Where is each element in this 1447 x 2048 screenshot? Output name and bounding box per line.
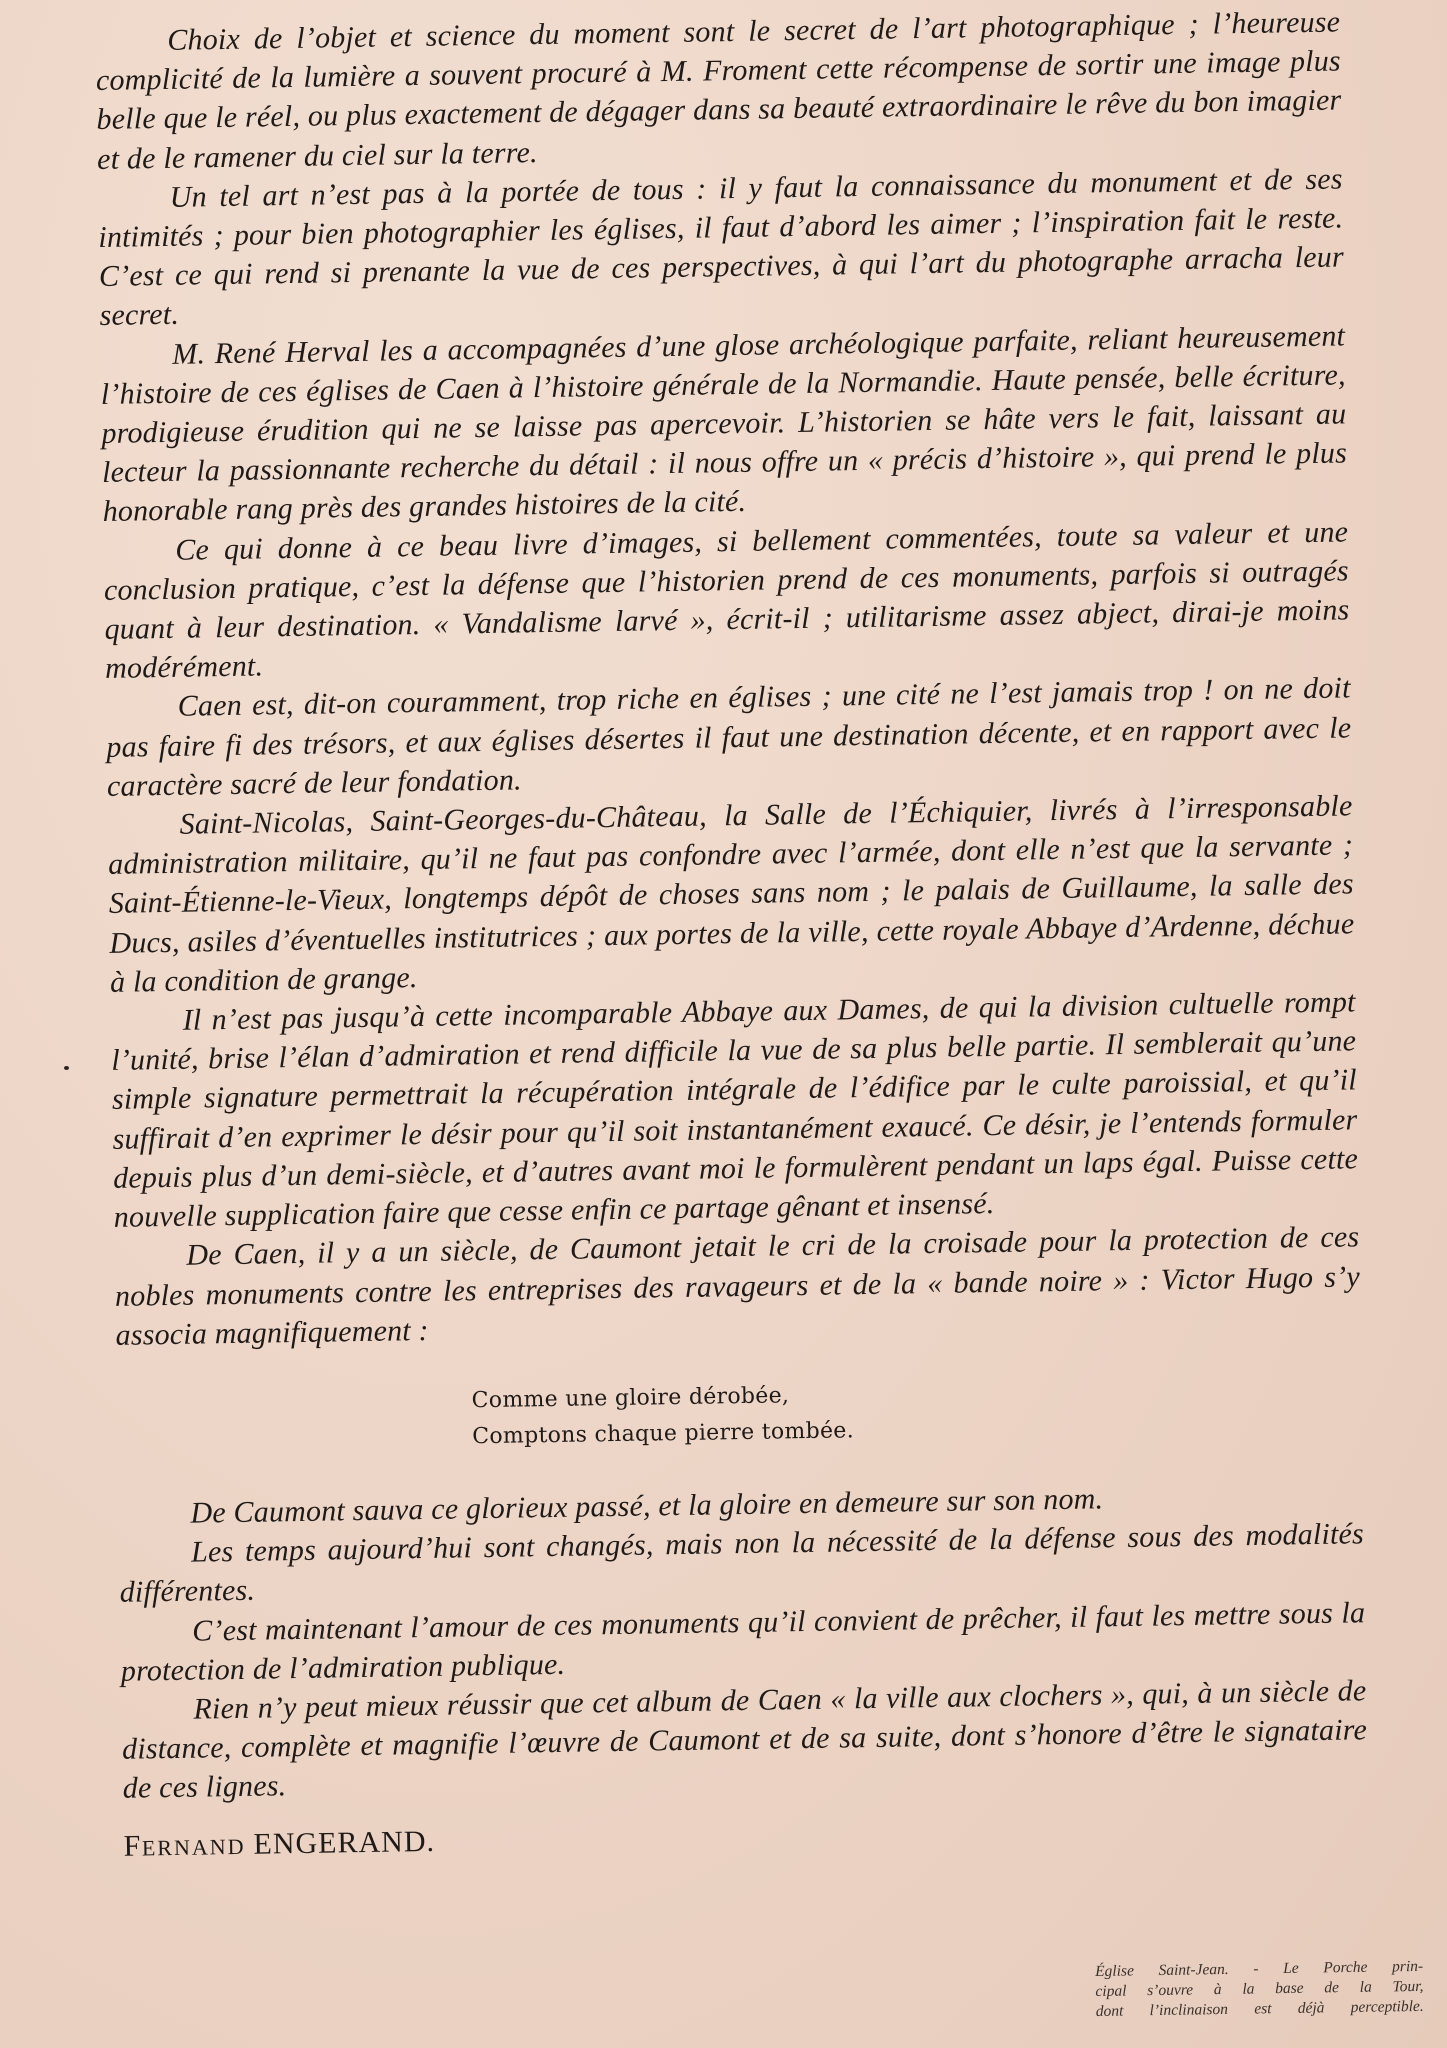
paragraph-1: Choix de l’objet et science du moment sont le secret de l’art photographique ; l’heureuse complicité de la lumière a souvent procuré à M. Froment cette récompense de sortir une image plus belle que le réel, ou plus exactement de dégager dans sa beauté extraordinaire le rêve du bon imagier et de le ramener du ciel sur la terre.: [95, 5, 1342, 176]
paragraph-3: M. René Herval les a accompagnées d’une glose archéologique parfaite, reliant heureusement l’histoire de ces églises de Caen à l’histoire générale de la Normandie. Haute pensée, belle écriture, prodigieuse érudition qui ne se laisse pas apercevoir. L’historien se hâte vers le fait, laissant au lecteur la passionnante recherche du détail : il nous offre un « précis d’histoire », qui prend le plus honorable rang près des grandes histoires de la cité.: [100, 319, 1348, 529]
signature: [123, 1807, 1368, 1868]
paragraph-6: Saint-Nicolas, Saint-Georges-du-Château, la Salle de l’Échiquier, livrés à l’irresponsable administration militaire, qu’il ne faut pas confondre avec l’armée, dont elle n’est que la servante ; Saint-Étienne-le-Vieux, longtemps dépôt de choses sans nom ; le palais de Guillaume, la salle des Ducs, asiles d’éventuelles institutrices ; aux portes de la ville, cette royale Abbaye d’Ardenne, déchue à la condition de grange.: [107, 789, 1355, 999]
verse-line-1: Comme une gloire dérobée,: [471, 1383, 790, 1414]
paragraph-2: Un tel art n’est pas à la portée de tous : il y faut la connaissance du monument et de ses intimités ; pour bien photographier les églises, il faut d’abord les aimer ; l’inspiration fait le reste. C’est ce qui rend si prenante la vue de ces perspectives, à qui l’art du photographe arracha leur secret.: [98, 162, 1345, 333]
caption-line-2: cipal s’ouvre à la base de la Tour,: [1095, 1977, 1424, 2000]
caption-line-1: Église Saint-Jean. - Le Porche prin-: [1095, 1957, 1424, 1980]
ink-speck: [64, 1066, 69, 1070]
paragraph-5: Caen est, dit-on couramment, trop riche en églises ; une cité ne l’est jamais trop ! on ne doit pas faire fi des trésors, et aux églises désertes il faut une destination décente, et en rapport avec le caractère sacré de leur fondation.: [106, 671, 1352, 803]
verse-line-2: Comptons chaque pierre tombée.: [472, 1418, 855, 1450]
paragraph-7: Il n’est pas jusqu’à cette incomparable Abbaye aux Dames, de qui la division cultuelle rompt l’unité, brise l’élan d’admiration et rend difficile la vue de sa plus belle partie. Il semblerait qu’une simple signature permettrait la récupération intégrale de l’édifice par le culte paroissial, et qu’il suffirait d’en exprimer le désir pour qu’il soit instantanément exaucé. Ce désir, je l’entends formuler depuis plus d’un demi-siècle, et d’autres avant moi le formulèrent pendant un laps égal. Puisse cette nouvelle supplication faire que cesse enfin ce partage gênant et insensé.: [111, 985, 1359, 1234]
signature-initial: F: [123, 1829, 143, 1863]
paragraph-4: Ce qui donne à ce beau livre d’images, si bellement commentées, toute sa valeur et une conclusion pratique, c’est la défense que l’historien prend de ces monuments, parfois si outragés quant à leur destination. « Vandalisme larvé », écrit-il ; utilitarisme assez abject, dirai-je moins modérément.: [103, 515, 1350, 686]
paragraph-12: Rien n’y peut mieux réussir que cet album de Caen « la ville aux clochers », qui, à un siècle de distance, complète et magnifie l’œuvre de Caumont et de sa suite, dont s’honore d’être le signataire de ces lignes.: [121, 1674, 1368, 1806]
caption-line-3: dont l’inclinaison est déjà perceptible.: [1095, 1997, 1424, 2020]
signature-first-name: ERNAND: [141, 1833, 246, 1861]
paragraph-11: C’est maintenant l’amour de ces monuments qu’il convient de prêcher, il faut les mettre sous la protection de l’admiration publique.: [120, 1595, 1366, 1688]
body-text: [95, 2, 1369, 1867]
paragraph-8: De Caen, il y a un siècle, de Caumont jetait le cri de la croisade pour la protection de ces nobles monuments contre les entreprises des ravageurs et de la « bande noire » : Victor Hugo s’y associa magnifiquement :: [114, 1220, 1361, 1352]
photo-caption: [1095, 1957, 1424, 2022]
paragraph-9: De Caumont sauva ce glorieux passé, et la gloire en demeure sur son nom.: [190, 1482, 1104, 1530]
verse-quote: [116, 1369, 1362, 1461]
signature-last-name: ENGERAND.: [253, 1824, 436, 1861]
paragraph-10: Les temps aujourd’hui sont changés, mais non la nécessité de la défense sous des modalités différentes.: [119, 1517, 1365, 1610]
